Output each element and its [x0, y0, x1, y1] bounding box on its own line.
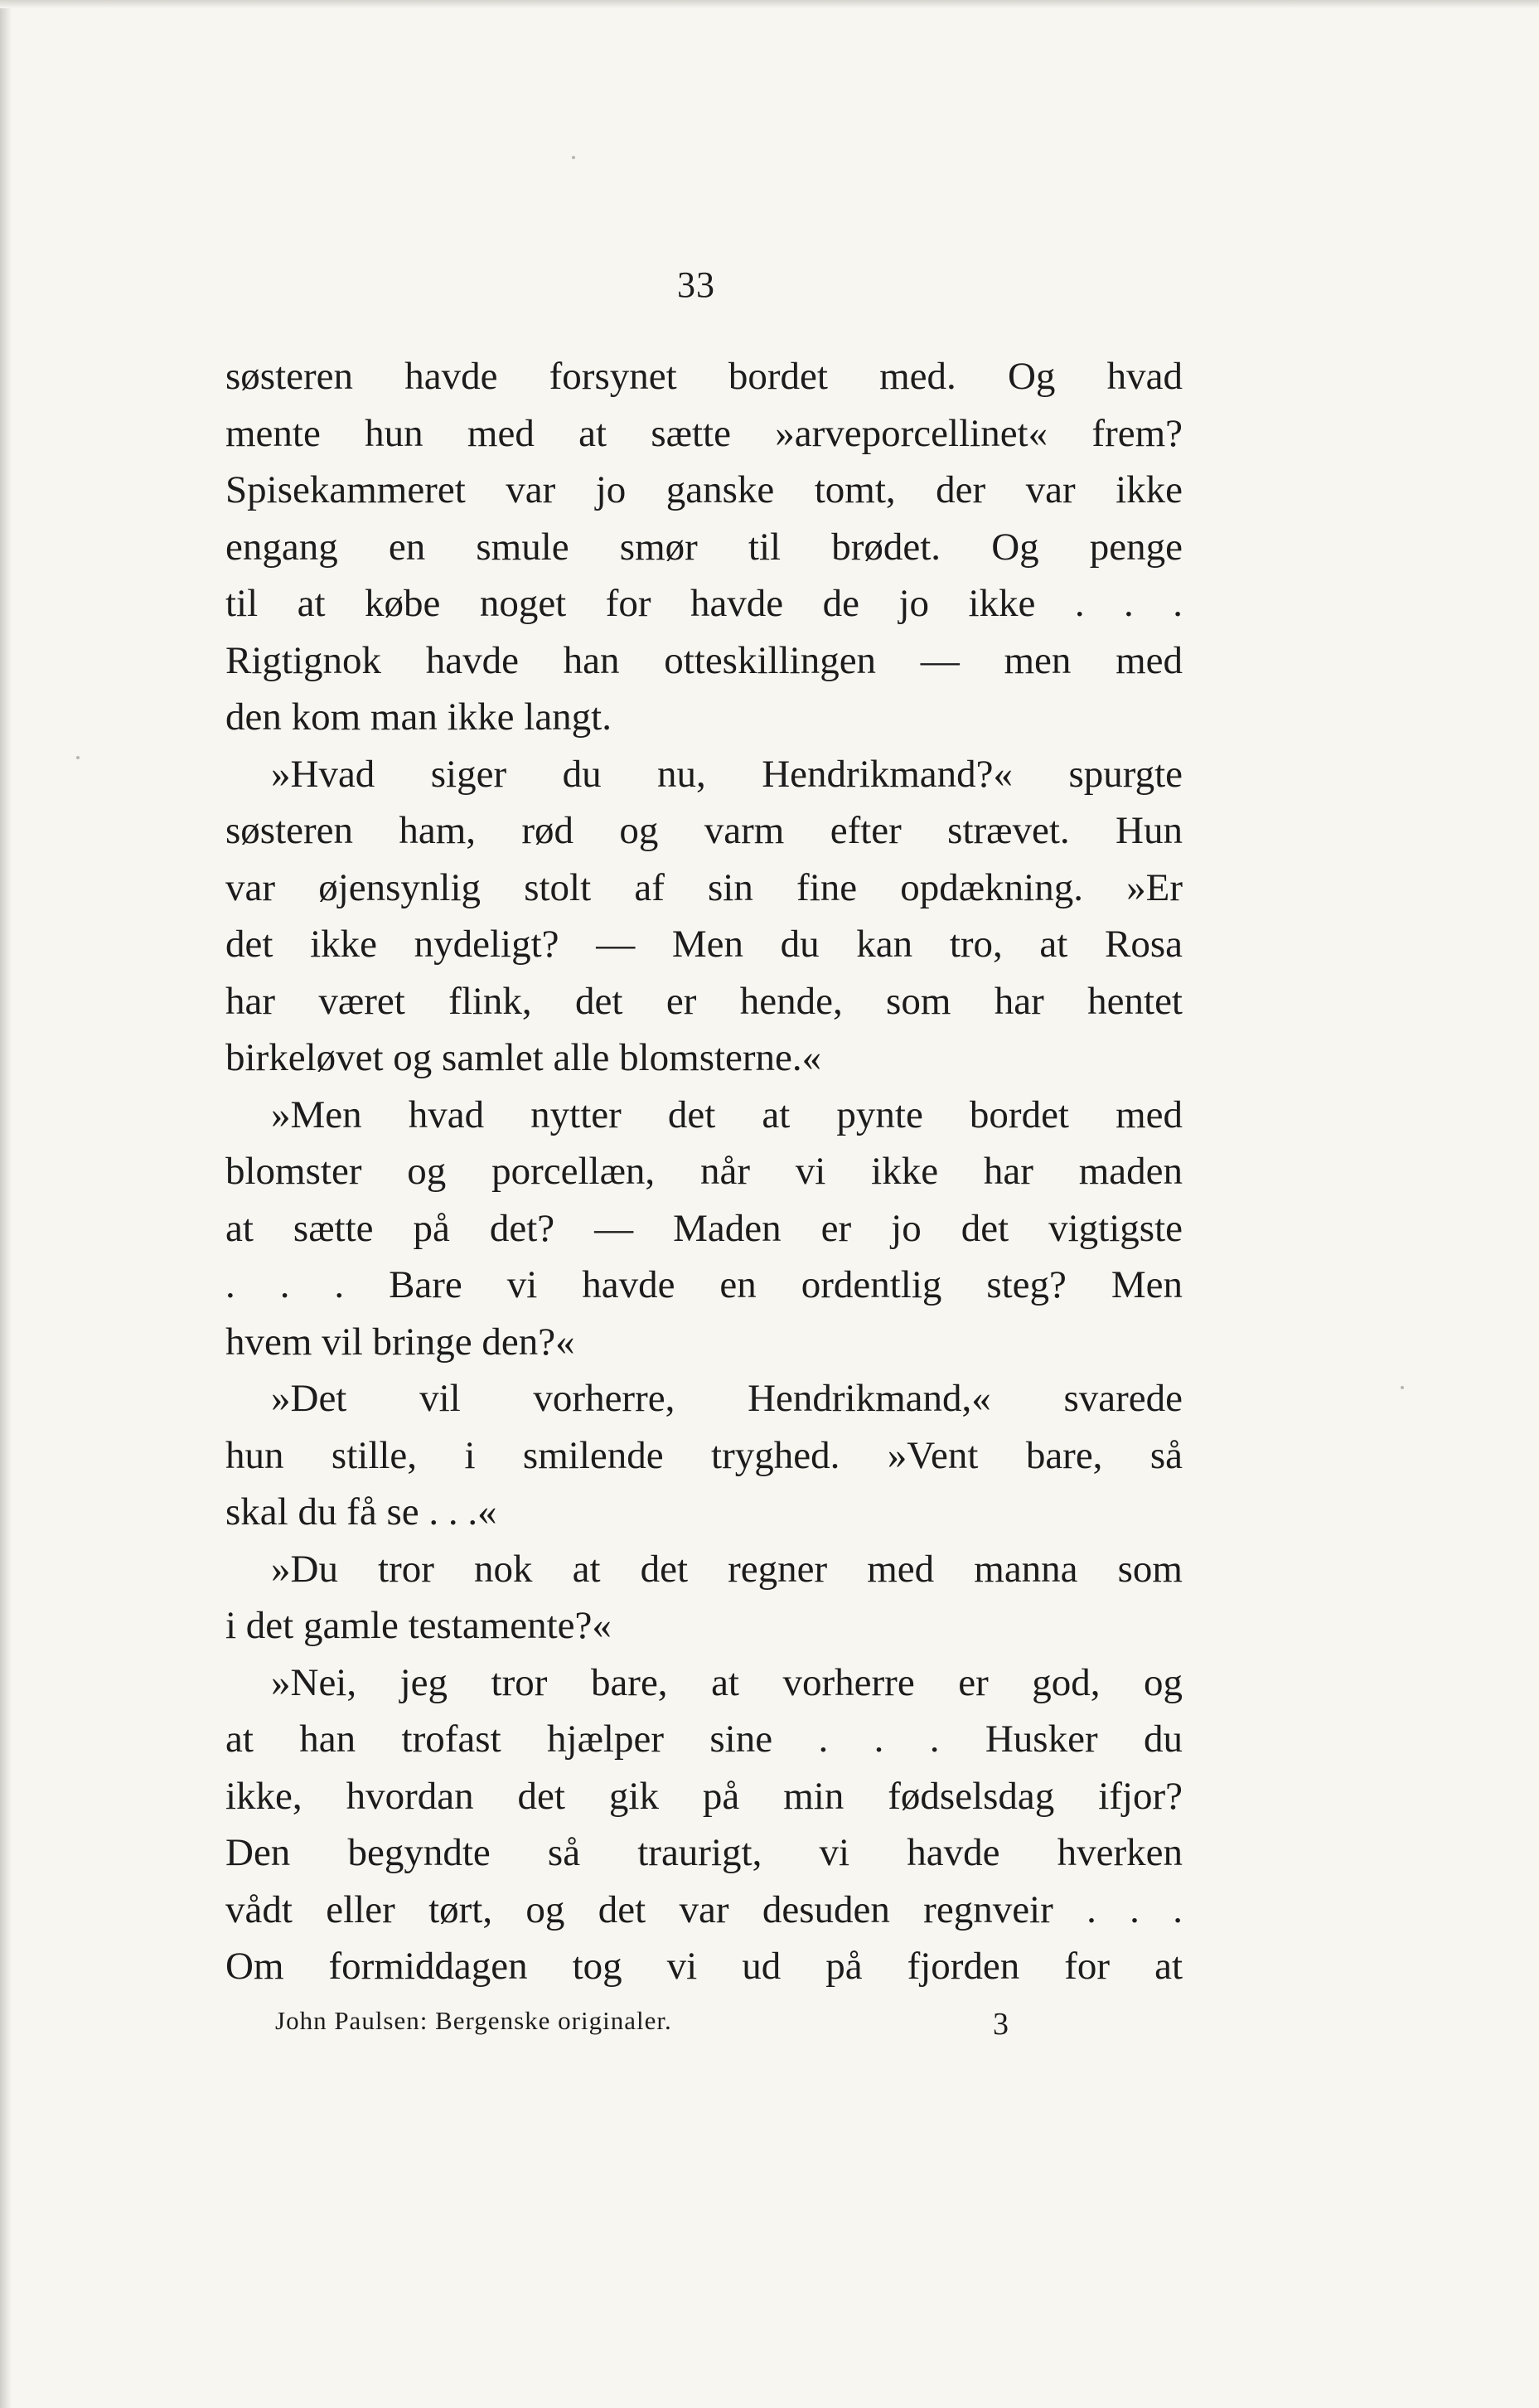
text-line: Spisekammeret var jo ganske tomt, der var ikke	[225, 468, 1183, 511]
footer-author-title: John Paulsen: Bergenske originaler.	[275, 2006, 672, 2035]
page-edge-shadow-left	[0, 0, 12, 2408]
text-line: vådt eller tørt, og det var desuden regnveir . . .	[225, 1887, 1183, 1931]
text-line: har været flink, det er hende, som har hentet	[225, 979, 1183, 1023]
text-line: at sætte på det? — Maden er jo det vigtigste	[225, 1206, 1183, 1250]
body-text	[225, 348, 1183, 1995]
text-line: at han trofast hjælper sine . . . Husker du	[225, 1718, 1183, 1761]
text-line: Den begyndte så traurigt, vi havde hverken	[225, 1831, 1183, 1874]
text-line: ikke, hvordan det gik på min fødselsdag ifjor?	[225, 1774, 1183, 1818]
text-line: den kom man ikke langt.	[225, 695, 612, 739]
text-line: i det gamle testamente?«	[225, 1604, 612, 1647]
text-line: birkeløvet og samlet alle blomsterne.«	[225, 1036, 822, 1079]
text-line: mente hun med at sætte »arveporcellinet« frem?	[225, 411, 1183, 455]
paper-speck	[1401, 1386, 1404, 1389]
text-line: »Nei, jeg tror bare, at vorherre er god, og	[271, 1660, 1183, 1704]
text-line: »Det vil vorherre, Hendrikmand,« svarede	[271, 1377, 1183, 1420]
text-line: til at købe noget for havde de jo ikke . . .	[225, 582, 1183, 625]
text-line: blomster og porcellæn, når vi ikke har maden	[225, 1150, 1183, 1193]
signature-mark: 3	[993, 2007, 1009, 2042]
text-line: »Du tror nok at det regner med manna som	[271, 1547, 1183, 1591]
text-line: skal du få se . . .«	[225, 1490, 497, 1533]
text-line: hun stille, i smilende tryghed. »Vent bare, så	[225, 1433, 1183, 1477]
text-line: »Hvad siger du nu, Hendrikmand?« spurgte	[271, 752, 1183, 796]
text-line: søsteren havde forsynet bordet med. Og hvad	[225, 355, 1183, 398]
text-line: »Men hvad nytter det at pynte bordet med	[271, 1093, 1183, 1136]
text-line: det ikke nydeligt? — Men du kan tro, at Rosa	[225, 923, 1183, 966]
page-edge-shadow-top	[0, 0, 1539, 8]
footer-signature-line	[275, 2006, 1021, 2042]
paper-speck	[572, 156, 575, 159]
text-line: . . . Bare vi havde en ordentlig steg? Men	[225, 1263, 1183, 1306]
text-line: engang en smule smør til brødet. Og penge	[225, 525, 1183, 569]
paper-speck	[76, 756, 80, 759]
text-line: hvem vil bringe den?«	[225, 1320, 575, 1364]
text-line: var øjensynlig stolt af sin fine opdækning. »Er	[225, 865, 1183, 909]
text-line: Om formiddagen tog vi ud på fjorden for at	[225, 1945, 1183, 1988]
text-line: Rigtignok havde han otteskillingen — men med	[225, 638, 1183, 682]
text-line: søsteren ham, rød og varm efter strævet. Hun	[225, 809, 1183, 852]
page-number: 33	[677, 264, 715, 305]
